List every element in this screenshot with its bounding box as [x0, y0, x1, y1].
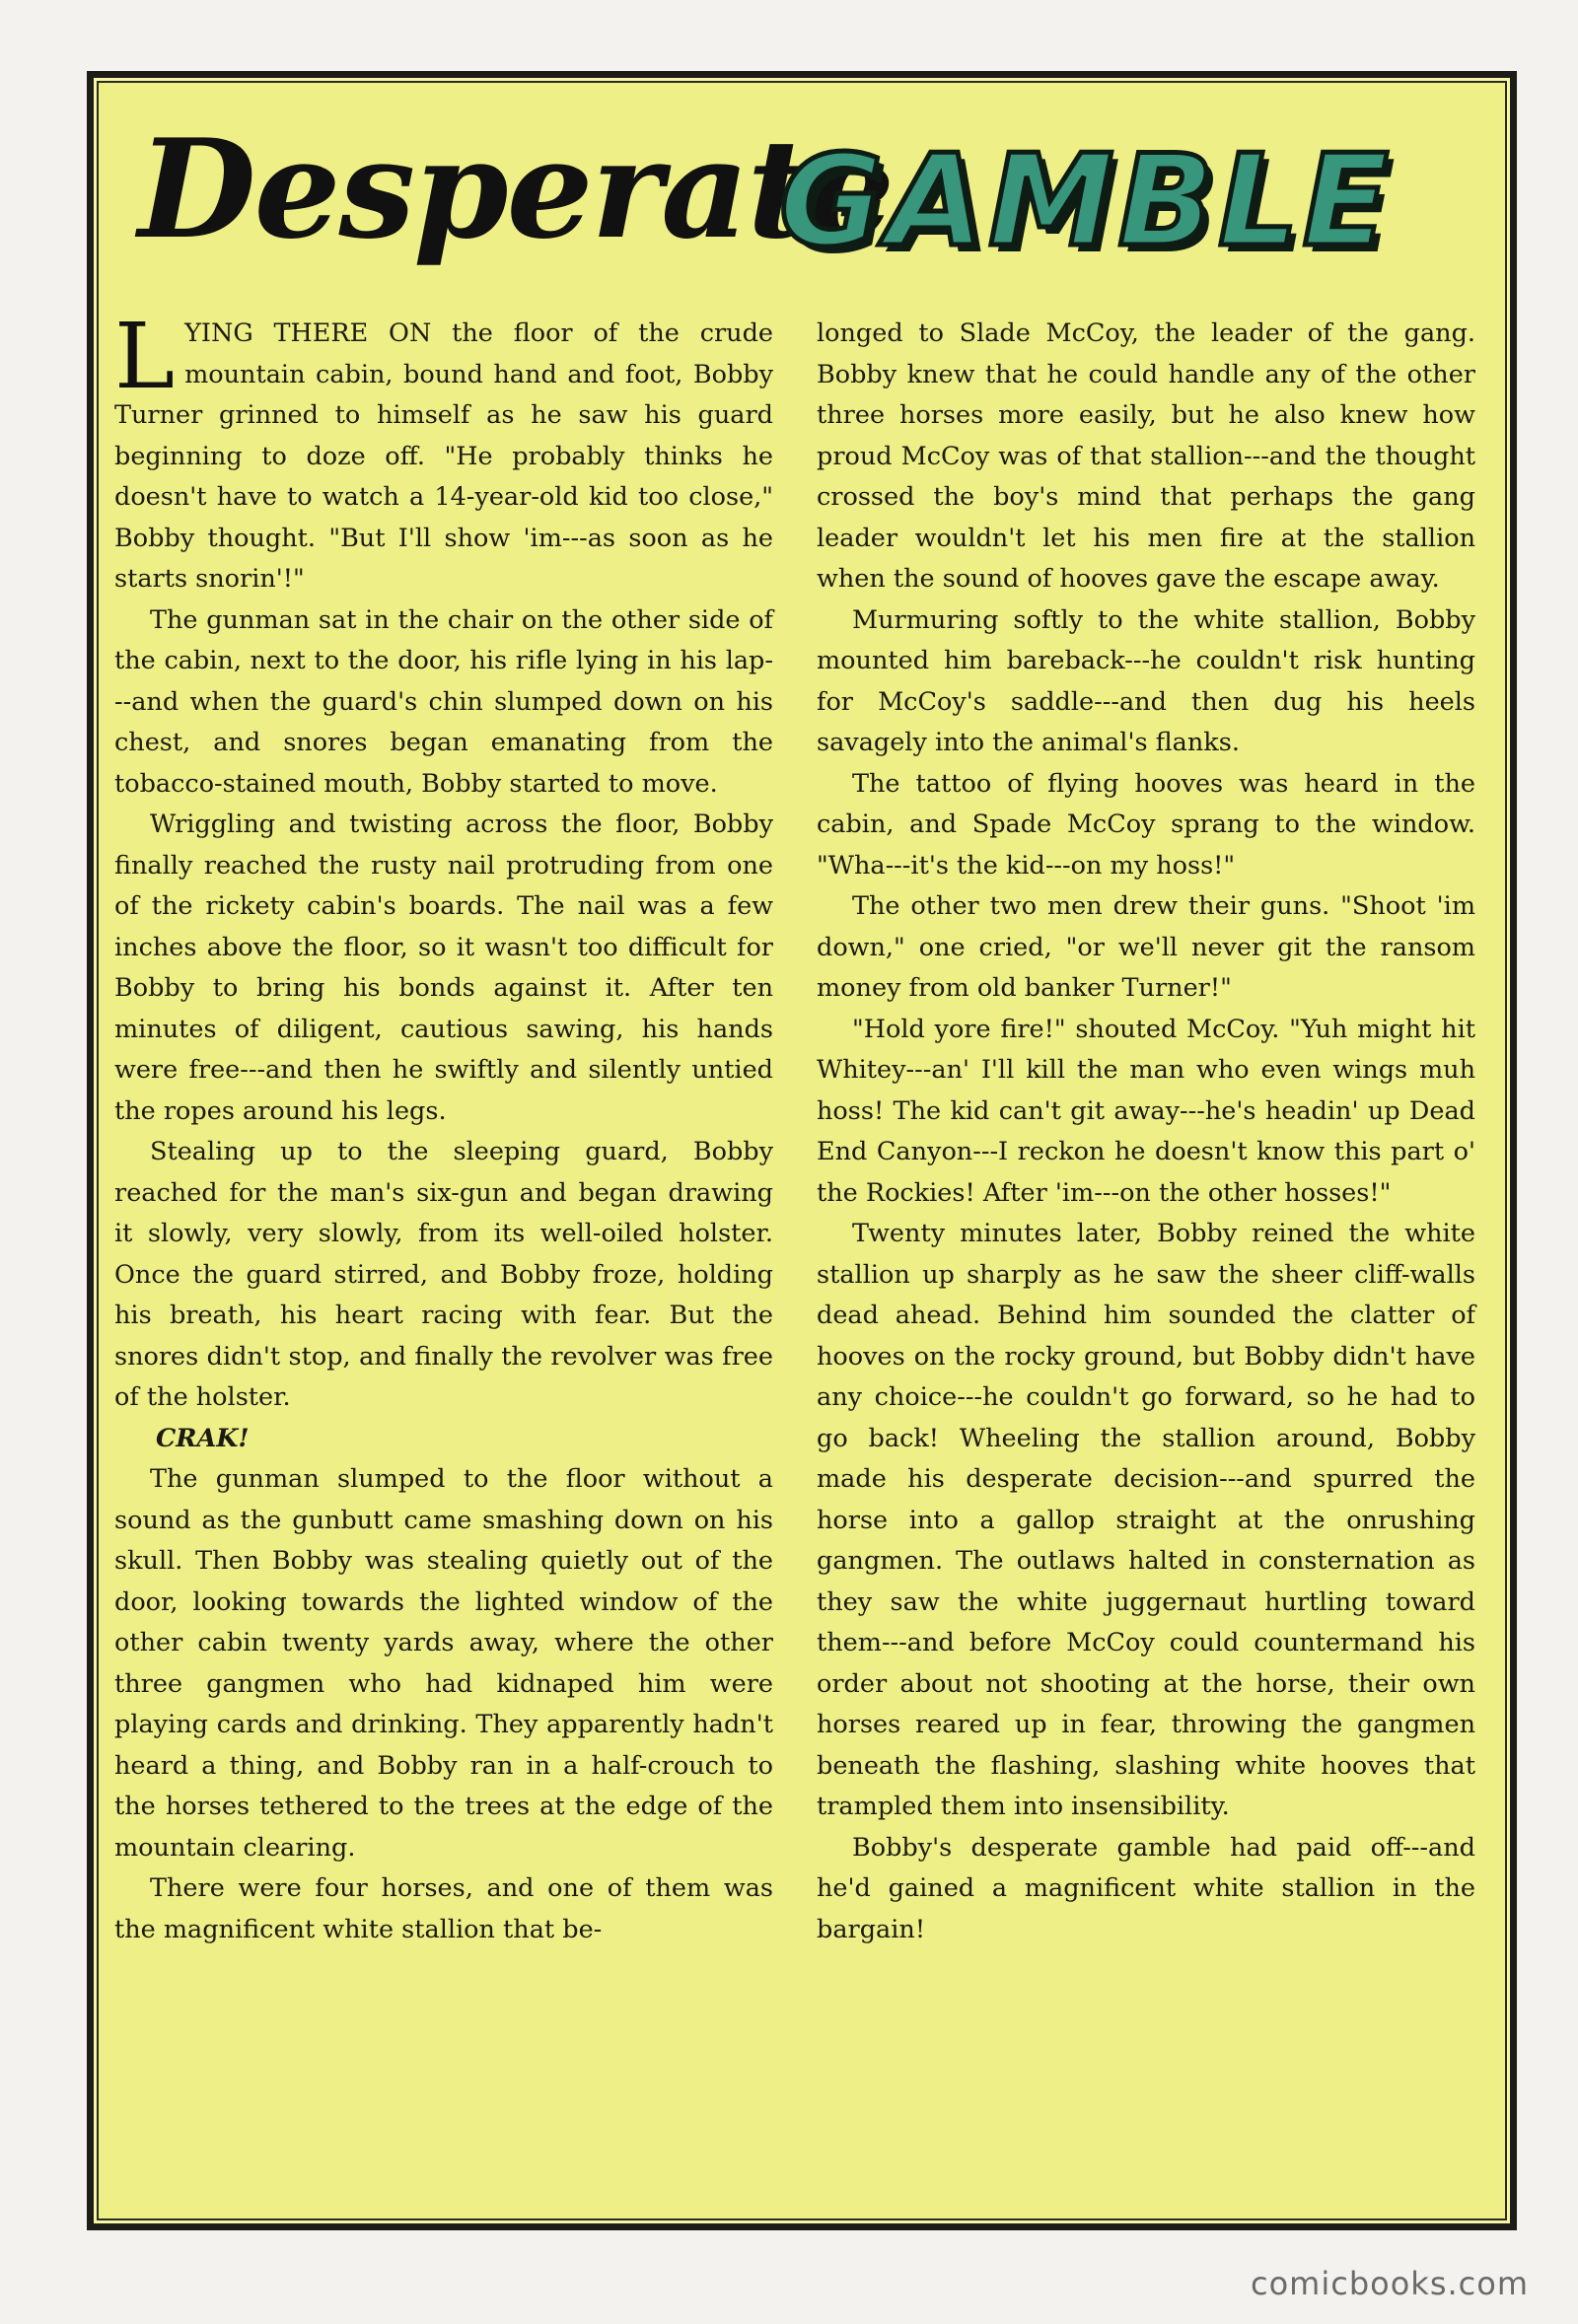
paragraph [114, 304, 773, 600]
paragraph: The gunman slumped to the floor without a sound as the gunbutt came smashing down on his skull. Then Bobby was stealing quietly out of the door, looking towards the lighted window of the other cabin twenty yards away, where the other three gangmen who had kidnaped him were playing cards and drinking. They apparently hadn't heard a thing, and Bobby ran in a half-crouch to the horses tethered to the trees at the edge of the mountain clearing. [114, 1464, 773, 1863]
text-column-left [114, 304, 773, 1950]
paragraph: The other two men drew their guns. "Shoot 'im down," one cried, "or we'll never git the ransom money from old banker Turner!" [817, 891, 1475, 1003]
sound-effect: CRAK! [156, 1423, 250, 1453]
paragraph: "Hold yore fire!" shouted McCoy. "Yuh might hit Whitey---an' I'll kill the man who even wings muh hoss! The kid can't git away---he's headin' up Dead End Canyon---I reckon he doesn't know this part o' the Rockies! After 'im---on the other hosses!" [817, 1014, 1475, 1208]
paragraph: Wriggling and twisting across the floor, Bobby finally reached the rusty nail protruding from one of the rickety cabin's boards. The nail was a few inches above the floor, so it wasn't too difficult for Bobby to bring his bonds against it. After ten minutes of diligent, cautious sawing, his hands were free---and then he swiftly and silently untied the ropes around his legs. [114, 810, 773, 1126]
title-word-gamble: GAMBLE [779, 128, 1394, 275]
drop-cap: L [114, 304, 176, 409]
paragraph-text: YING THERE ON the floor of the crude mountain cabin, bound hand and foot, Bobby Turner grinned to himself as he saw his guard beginning to doze off. "He probably thinks he doesn't have to watch a 14-year-old kid too close," Bobby thought. "But I'll show 'im---as soon as he starts snorin'!" [114, 318, 773, 594]
paragraph: Murmuring softly to the white stallion, Bobby mounted him bareback---he couldn't risk hunting for McCoy's saddle---and then dug his heels savagely into the animal's flanks. [817, 604, 1475, 757]
paragraph: There were four horses, and one of them was the magnificent white stallion that be- [114, 1873, 773, 1944]
paragraph: longed to Slade McCoy, the leader of the gang. Bobby knew that he could handle any of the other three horses more easily, but he also knew how proud McCoy was of that stallion---and the thought crossed the boy's mind that perhaps the gang leader wouldn't let his men fire at the stallion when the sound of hooves gave the escape away. [817, 318, 1475, 594]
text-column-right [817, 314, 1475, 1950]
title-word-desperate: Desperate [138, 108, 894, 269]
paragraph: The gunman sat in the chair on the other side of the cabin, next to the door, his rifle lying in his lap---and when the guard's chin slumped down on his chest, and snores began emanating from the tobacco-stained mouth, Bobby started to move. [114, 604, 773, 799]
paragraph: Stealing up to the sleeping guard, Bobby reached for the man's six-gun and began drawing it slowly, very slowly, from its well-oiled holster. Once the guard stirred, and Bobby froze, holding his breath, his heart racing with fear. But the snores didn't stop, and finally the revolver was free of the holster. [114, 1137, 773, 1412]
story-title [99, 99, 1460, 296]
paragraph: Bobby's desperate gamble had paid off---and he'd gained a magnificent white stallion in the bargain! [817, 1832, 1475, 1944]
watermark: comicbooks.com [1250, 2265, 1529, 2302]
paragraph: The tattoo of flying hooves was heard in the cabin, and Spade McCoy sprang to the window. "Wha---it's the kid---on my hoss!" [817, 768, 1475, 880]
paragraph: Twenty minutes later, Bobby reined the white stallion up sharply as he saw the sheer cliff-walls dead ahead. Behind him sounded the clatter of hooves on the rocky ground, but Bobby didn't have any choice---he couldn't go forward, so he had to go back! Wheeling the stallion around, Bobby made his desperate decision---and spurred the horse into a gallop straight at the onrushing gangmen. The outlaws halted in consternation as they saw the white juggernaut hurtling toward them---and before McCoy could countermand his order about not shooting at the horse, their own horses reared up in fear, throwing the gangmen beneath the flashing, slashing white hooves that trampled them into insensibility. [817, 1219, 1475, 1821]
